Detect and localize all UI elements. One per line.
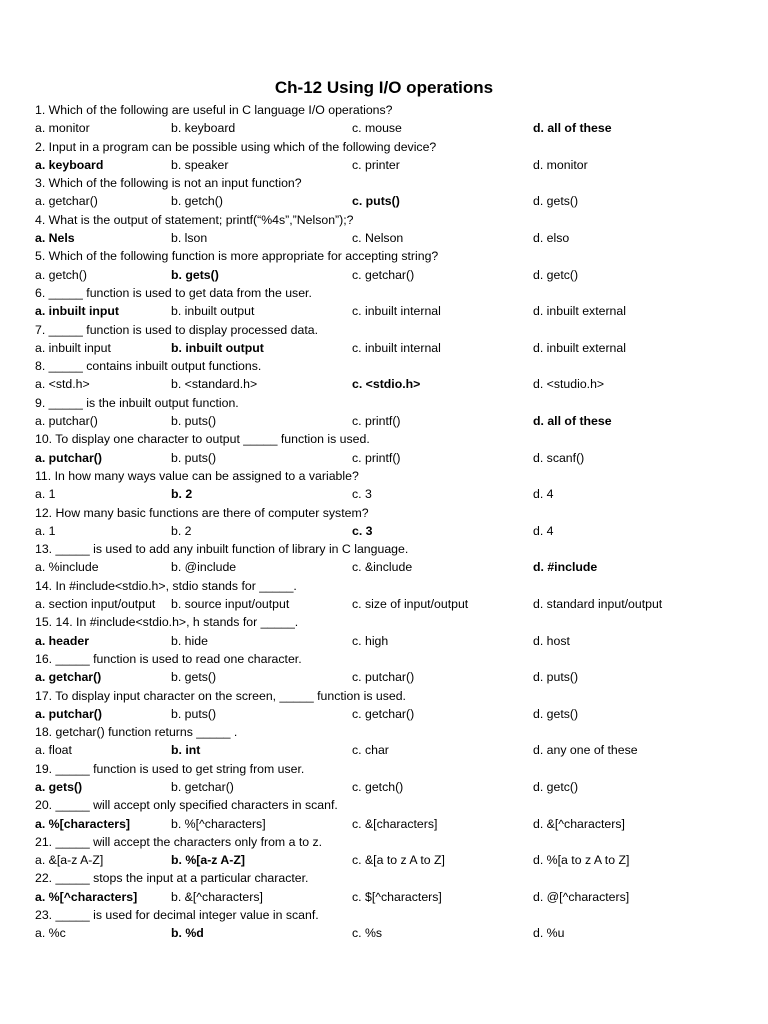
correct-option: a. header (35, 633, 89, 648)
option: c. size of input/output (352, 597, 469, 612)
option: c. inbuilt internal (352, 340, 441, 355)
correct-option: a. %[characters] (35, 816, 131, 831)
question-text: 6. _____ function is used to get data from the user. (35, 285, 312, 300)
option: d. any one of these (533, 743, 638, 758)
option: d. host (533, 633, 570, 648)
option: a. float (35, 743, 72, 758)
option: c. printf() (352, 414, 401, 429)
option: c. mouse (352, 121, 402, 136)
option-row (35, 595, 755, 613)
option-row (35, 375, 755, 393)
option: a. <std.h> (35, 377, 90, 392)
question-text: 21. _____ will accept the characters only from a to z. (35, 834, 323, 849)
option: c. inbuilt internal (352, 304, 441, 319)
correct-option: a. getchar() (35, 670, 102, 685)
question-text: 20. _____ will accept only specified characters in scanf. (35, 798, 338, 813)
option: a. %include (35, 560, 99, 575)
correct-option: c. 3 (352, 523, 373, 538)
correct-option: a. Nels (35, 231, 75, 246)
option-row (35, 815, 755, 833)
option: c. &[characters] (352, 816, 438, 831)
correct-option: b. inbuilt output (171, 340, 264, 355)
question-text: 3. Which of the following is not an input function? (35, 176, 302, 191)
option-row (35, 522, 755, 540)
option: d. &[^characters] (533, 816, 625, 831)
option: c. getch() (352, 779, 404, 794)
option: d. inbuilt external (533, 304, 626, 319)
option: b. @include (171, 560, 237, 575)
option: d. monitor (533, 157, 588, 172)
question-text: 10. To display one character to output _____ function is used. (35, 432, 370, 447)
question-text: 17. To display input character on the screen, _____ function is used. (35, 688, 406, 703)
question-text: 12. How many basic functions are there of computer system? (35, 505, 369, 520)
option: a. inbuilt input (35, 340, 111, 355)
option: c. $[^characters] (352, 889, 442, 904)
question-text: 9. _____ is the inbuilt output function. (35, 395, 239, 410)
option: b. <standard.h> (171, 377, 258, 392)
option: a. getch() (35, 267, 87, 282)
option: b. inbuilt output (171, 304, 255, 319)
option: a. &[a-z A-Z] (35, 853, 104, 868)
option-row (35, 339, 755, 357)
option: c. 3 (352, 487, 372, 502)
option-row (35, 851, 755, 869)
option: b. puts() (171, 706, 217, 721)
option-row (35, 778, 755, 796)
correct-option: d. all of these (533, 121, 612, 136)
option: b. getchar() (171, 779, 234, 794)
question-text: 1. Which of the following are useful in C language I/O operations? (35, 103, 393, 117)
option: d. puts() (533, 670, 579, 685)
question-text: 2. Input in a program can be possible using which of the following device? (35, 139, 437, 154)
option: c. high (352, 633, 389, 648)
option: a. getchar() (35, 194, 98, 209)
option-row (35, 156, 755, 174)
option: d. <studio.h> (533, 377, 605, 392)
option: c. char (352, 743, 389, 758)
option-row (35, 229, 755, 247)
option: a. %c (35, 926, 66, 941)
option: a. 1 (35, 523, 56, 538)
correct-option: a. keyboard (35, 157, 104, 172)
option: d. elso (533, 231, 570, 246)
correct-option: d. all of these (533, 414, 612, 429)
question-list (35, 101, 755, 943)
option: b. lson (171, 231, 208, 246)
page-title: Ch-12 Using I/O operations (274, 78, 494, 97)
option: d. inbuilt external (533, 340, 626, 355)
correct-option: a. inbuilt input (35, 304, 120, 319)
option: d. scanf() (533, 450, 585, 465)
correct-option: b. gets() (171, 267, 219, 282)
option: b. 2 (171, 523, 192, 538)
question-text: 11. In how many ways value can be assigned to a variable? (35, 468, 359, 483)
question-text: 13. _____ is used to add any inbuilt function of library in C language. (35, 542, 409, 557)
option-row (35, 741, 755, 759)
correct-option: a. putchar() (35, 706, 102, 721)
option: b. gets() (171, 670, 217, 685)
option: c. %s (352, 926, 383, 941)
correct-option: c. <stdio.h> (352, 377, 421, 392)
option: d. getc() (533, 267, 579, 282)
option: d. gets() (533, 706, 579, 721)
option: c. &include (352, 560, 413, 575)
option-row (35, 449, 755, 467)
option: b. getch() (171, 194, 223, 209)
question-text: 7. _____ function is used to display processed data. (35, 322, 319, 337)
option-row (35, 668, 755, 686)
option: c. getchar() (352, 267, 415, 282)
question-text: 5. Which of the following function is more appropriate for accepting string? (35, 249, 439, 264)
option-row (35, 924, 755, 942)
option-row (35, 412, 755, 430)
option: d. getc() (533, 779, 579, 794)
option: b. puts() (171, 414, 217, 429)
correct-option: b. %d (171, 926, 204, 941)
option: b. &[^characters] (171, 889, 263, 904)
option: d. %[a to z A to Z] (533, 853, 630, 868)
option: a. putchar() (35, 414, 98, 429)
correct-option: b. int (171, 743, 201, 758)
option: a. 1 (35, 487, 56, 502)
correct-option: b. 2 (171, 487, 193, 502)
option: d. gets() (533, 194, 579, 209)
option-row (35, 632, 755, 650)
option: b. puts() (171, 450, 217, 465)
correct-option: a. %[^characters] (35, 889, 138, 904)
option-row (35, 888, 755, 906)
option: b. source input/output (171, 597, 290, 612)
option: a. section input/output (35, 597, 156, 612)
option: c. &[a to z A to Z] (352, 853, 445, 868)
correct-option: a. putchar() (35, 450, 102, 465)
option: b. speaker (171, 157, 229, 172)
option-row (35, 302, 755, 320)
option-row (35, 119, 755, 137)
option: b. %[^characters] (171, 816, 266, 831)
option: d. 4 (533, 487, 554, 502)
option-row (35, 266, 755, 284)
option: a. monitor (35, 121, 90, 136)
option-row (35, 192, 755, 210)
question-text: 19. _____ function is used to get string from user. (35, 761, 305, 776)
option: c. getchar() (352, 706, 415, 721)
correct-option: b. %[a-z A-Z] (171, 853, 245, 868)
option-row (35, 485, 755, 503)
question-text: 14. In #include<stdio.h>, stdio stands for _____. (35, 578, 297, 593)
option: c. putchar() (352, 670, 415, 685)
correct-option: a. gets() (35, 779, 83, 794)
question-text: 4. What is the output of statement; printf(“%4s”,”Nelson”);? (35, 212, 354, 227)
correct-option: d. #include (533, 560, 598, 575)
option: d. standard input/output (533, 597, 663, 612)
correct-option: c. puts() (352, 194, 400, 209)
question-text: 16. _____ function is used to read one character. (35, 651, 302, 666)
option: d. 4 (533, 523, 554, 538)
option: c. Nelson (352, 231, 404, 246)
option-row (35, 705, 755, 723)
option: b. hide (171, 633, 208, 648)
option-row (35, 558, 755, 576)
question-text: 18. getchar() function returns _____ . (35, 725, 238, 740)
question-text: 22. _____ stops the input at a particular character. (35, 871, 309, 886)
option: c. printf() (352, 450, 401, 465)
question-text: 23. _____ is used for decimal integer value in scanf. (35, 908, 319, 923)
question-text: 8. _____ contains inbuilt output functions. (35, 359, 262, 374)
option: c. printer (352, 157, 400, 172)
option: d. @[^characters] (533, 889, 630, 904)
option: d. %u (533, 926, 565, 941)
option: b. keyboard (171, 121, 236, 136)
question-text: 15. 14. In #include<stdio.h>, h stands for _____. (35, 615, 299, 630)
